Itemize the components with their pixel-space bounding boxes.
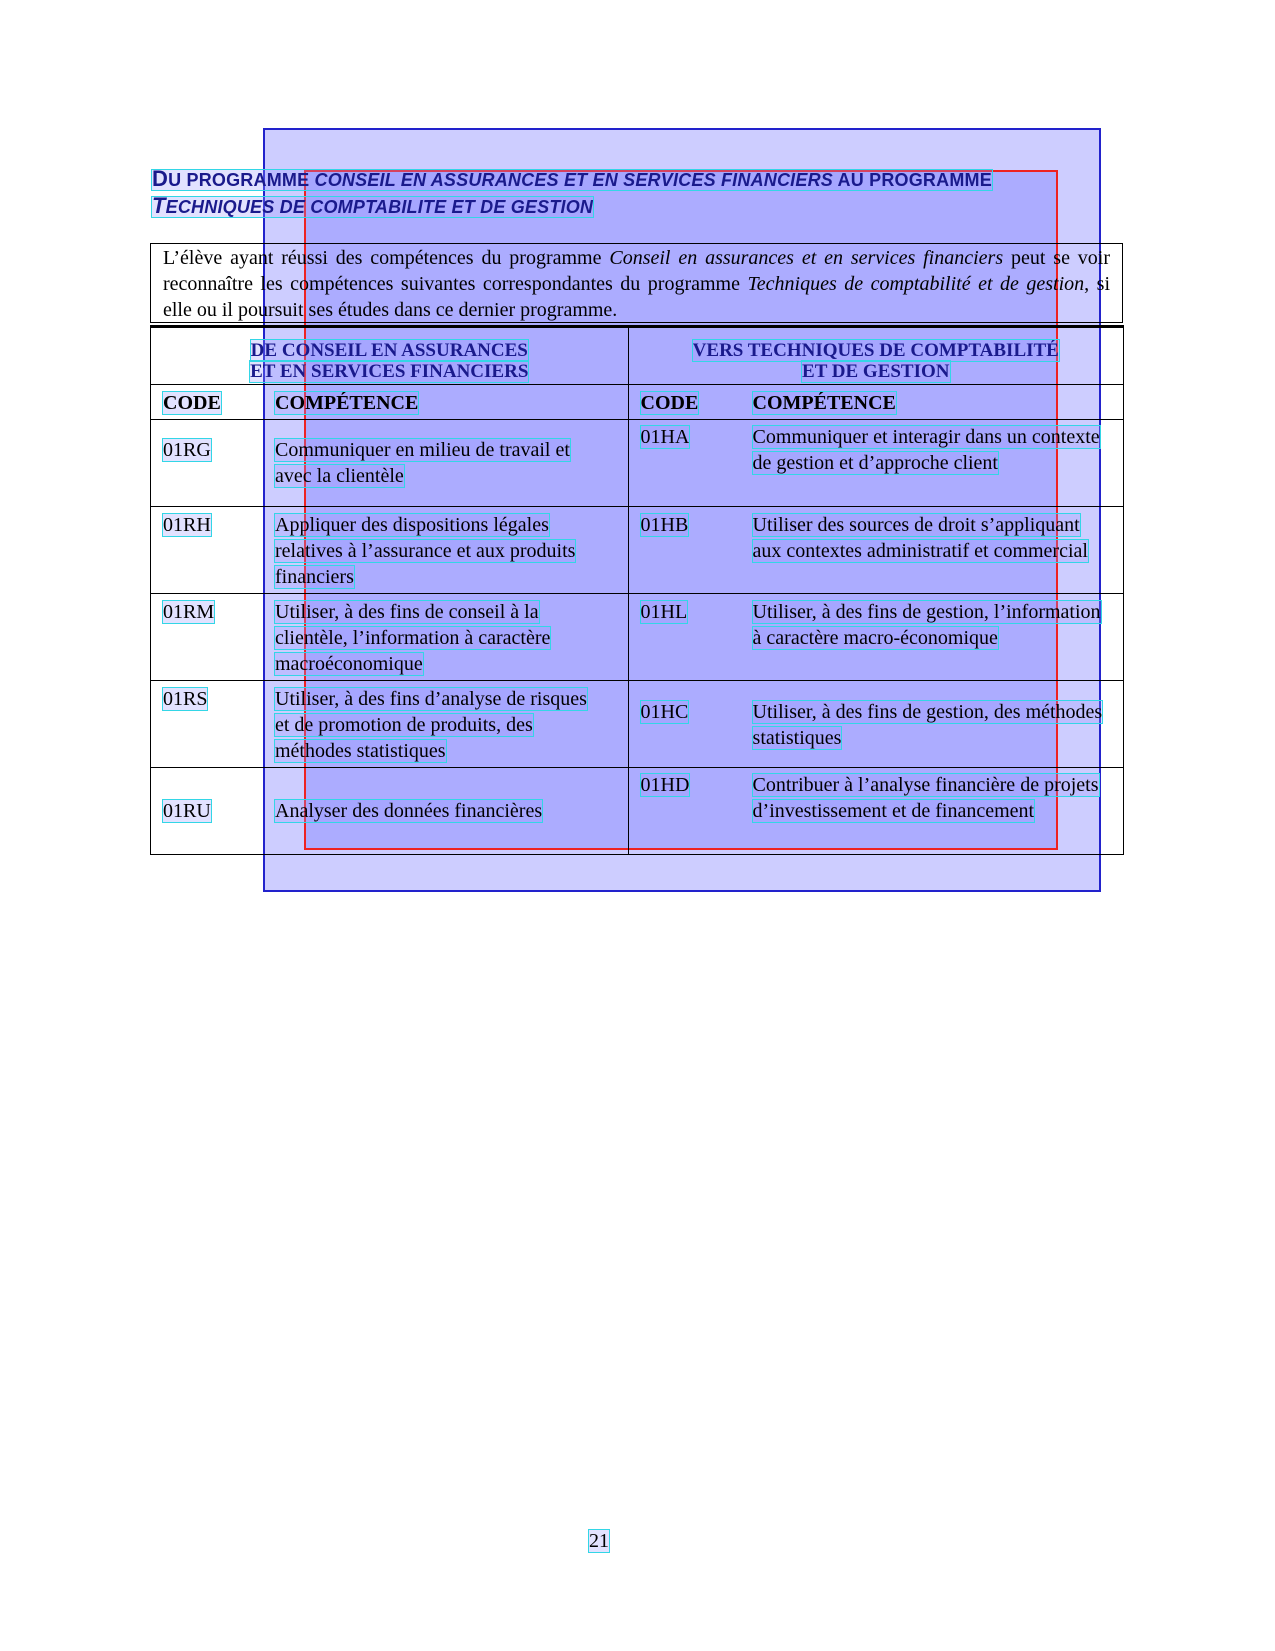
heading-text-2: AU PROGRAMME	[832, 170, 992, 190]
right-code: 01HA	[640, 426, 690, 448]
left-code: 01RS	[163, 688, 208, 710]
left-cell	[151, 768, 629, 855]
heading-initial-2: T	[152, 193, 166, 218]
table-header-row	[151, 327, 1124, 385]
intro-text-1: L’élève ayant réussi des compétences du programme	[163, 247, 610, 269]
right-cell	[628, 768, 1123, 855]
competency-table	[150, 325, 1124, 855]
left-header-line2: ET EN SERVICES FINANCIERS	[250, 361, 529, 382]
intro-program-target: Techniques de comptabilité et de gestion	[747, 273, 1085, 295]
intro-text-3: , si elle ou il poursuit ses études dans ce dernier programme.	[163, 273, 1111, 321]
left-cell	[151, 594, 629, 681]
right-code-header: CODE	[640, 392, 699, 414]
left-competence-header: COMPÉTENCE	[275, 392, 419, 414]
left-cell	[151, 681, 629, 768]
right-competence-header: COMPÉTENCE	[752, 392, 896, 414]
left-header-line1: DE CONSEIL EN ASSURANCES	[250, 340, 528, 361]
table-row	[151, 768, 1124, 855]
right-cell	[628, 681, 1123, 768]
right-code: 01HL	[640, 601, 688, 623]
right-header-cell	[628, 327, 1123, 385]
intro-paragraph	[150, 243, 1123, 323]
left-cell	[151, 507, 629, 594]
table-row	[151, 507, 1124, 594]
left-code: 01RM	[163, 601, 215, 623]
left-code: 01RU	[163, 800, 211, 822]
table-row	[151, 681, 1124, 768]
right-competence: Utiliser, à des fins de gestion, l’information à caractère macro-économique	[752, 601, 1101, 649]
right-cell	[628, 594, 1123, 681]
right-code: 01HD	[640, 774, 690, 796]
left-code: 01RH	[163, 514, 211, 536]
left-column-headers	[151, 385, 629, 420]
table-row	[151, 420, 1124, 507]
left-competence: Analyser des données financières	[275, 800, 543, 822]
page-number	[589, 1530, 609, 1553]
left-code: 01RG	[163, 439, 211, 461]
section-heading	[152, 166, 1052, 220]
heading-text-1: U PROGRAMME	[168, 170, 315, 190]
right-competence: Utiliser, à des fins de gestion, des méthodes statistiques	[752, 701, 1103, 749]
heading-program-name: CONSEIL EN ASSURANCES ET EN SERVICES FINANCIERS	[314, 170, 833, 190]
intro-text-2: peut se voir reconnaître les compétences suivantes correspondantes du programme	[163, 247, 1111, 295]
left-header-cell	[151, 327, 629, 385]
heading-target-program: ECHNIQUES DE COMPTABILITE ET DE GESTION	[165, 197, 594, 217]
right-competence: Contribuer à l’analyse financière de projets d’investissement et de financement	[752, 774, 1099, 822]
left-code-header: CODE	[163, 392, 221, 414]
right-competence: Communiquer et interagir dans un contexte de gestion et d’approche client	[752, 426, 1100, 474]
left-cell	[151, 420, 629, 507]
right-cell	[628, 507, 1123, 594]
right-header-line2: ET DE GESTION	[802, 361, 950, 382]
left-competence: Utiliser, à des fins d’analyse de risques et de promotion de produits, des méthodes statistiques	[275, 688, 587, 762]
right-code: 01HC	[640, 701, 689, 723]
column-header-row	[151, 385, 1124, 420]
left-competence: Appliquer des dispositions légales relatives à l’assurance et aux produits financiers	[275, 514, 576, 588]
right-header-line1: VERS TECHNIQUES DE COMPTABILITÉ	[692, 340, 1059, 361]
right-competence: Utiliser des sources de droit s’appliquant aux contextes administratif et commercial	[752, 514, 1088, 562]
right-cell	[628, 420, 1123, 507]
right-column-headers	[628, 385, 1123, 420]
intro-program-source: Conseil en assurances et en services financiers	[609, 247, 1004, 269]
right-code: 01HB	[640, 514, 689, 536]
table-row	[151, 594, 1124, 681]
left-competence: Utiliser, à des fins de conseil à la clientèle, l’information à caractère macroéconomique	[275, 601, 551, 675]
heading-initial-1: D	[152, 166, 169, 191]
left-competence: Communiquer en milieu de travail et avec la clientèle	[275, 439, 570, 487]
page-number-text: 21	[589, 1530, 609, 1552]
